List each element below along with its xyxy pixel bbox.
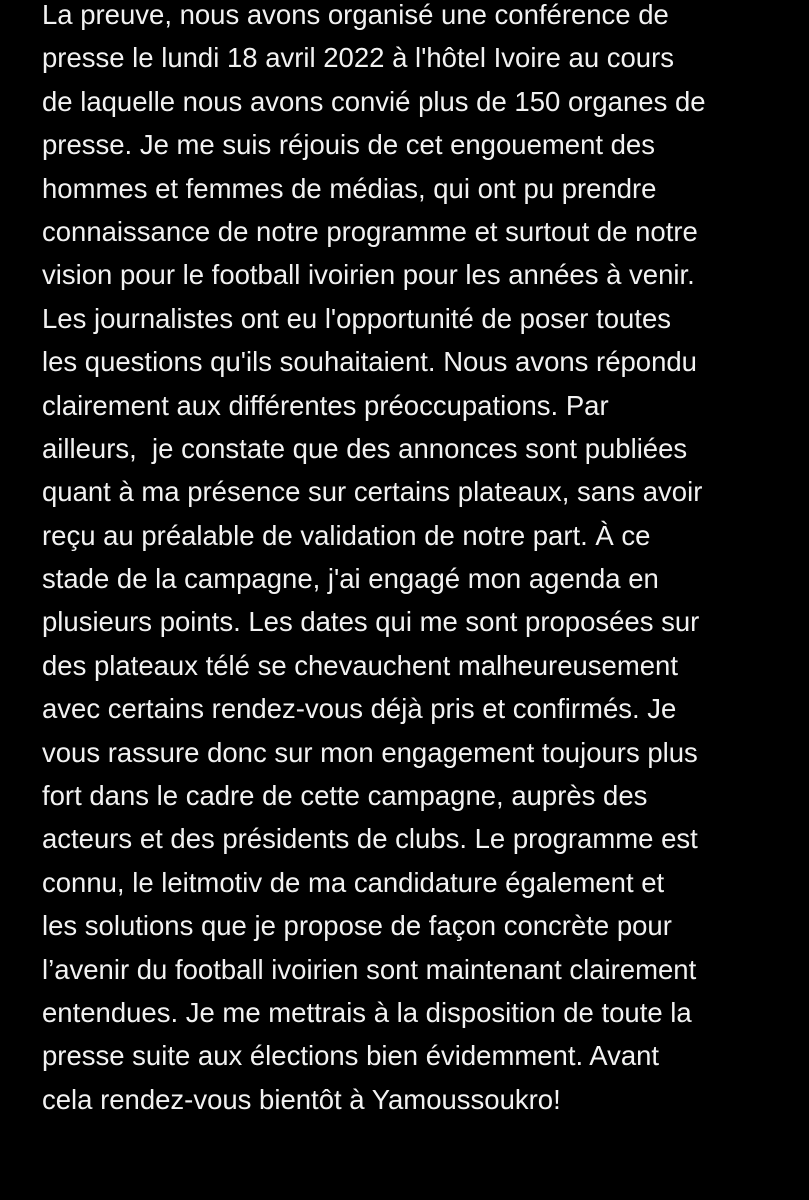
text-line: hommes et femmes de médias, qui ont pu prendre [42, 172, 657, 204]
text-line: acteurs et des présidents de clubs. Le programme est [42, 823, 698, 855]
note-body-text[interactable] [42, 0, 782, 1121]
text-line: presse le lundi 18 avril 2022 à l'hôtel Ivoire au cours [42, 42, 675, 74]
text-line: connu, le leitmotiv de ma candidature également et [42, 866, 665, 898]
text-line: de laquelle nous avons convié plus de 150 organes de [42, 85, 706, 117]
text-line: vision pour le football ivoirien pour les années à venir. [42, 259, 695, 291]
text-line: Les journalistes ont eu l'opportunité de poser toutes [42, 302, 671, 334]
text-line: fort dans le cadre de cette campagne, auprès des [42, 780, 648, 812]
text-line: plusieurs points. Les dates qui me sont proposées sur [42, 606, 700, 638]
text-line: connaissance de notre programme et surtout de notre [42, 215, 698, 247]
text-line: presse. Je me suis réjouis de cet engouement des [42, 129, 655, 161]
text-line: clairement aux différentes préoccupations. Par [42, 389, 609, 421]
text-line: reçu au préalable de validation de notre part. À ce [42, 519, 651, 551]
text-line: avec certains rendez-vous déjà pris et confirmés. Je [42, 693, 677, 725]
text-line: l’avenir du football ivoirien sont maintenant clairement [42, 953, 697, 985]
text-line: les questions qu'ils souhaitaient. Nous avons répondu [42, 346, 697, 378]
text-line: vous rassure donc sur mon engagement toujours plus [42, 736, 698, 768]
text-line: quant à ma présence sur certains plateaux, sans avoir [42, 476, 703, 508]
text-line: entendues. Je me mettrais à la disposition de toute la [42, 996, 692, 1028]
text-line: stade de la campagne, j'ai engagé mon agenda en [42, 563, 659, 595]
text-line: les solutions que je propose de façon concrète pour [42, 910, 672, 942]
text-line: presse suite aux élections bien évidemment. Avant [42, 1040, 660, 1072]
text-line: des plateaux télé se chevauchent malheureusement [42, 649, 678, 681]
text-line: ailleurs, je constate que des annonces sont publiées [42, 432, 688, 464]
text-line: La preuve, nous avons organisé une conférence de [42, 0, 669, 30]
text-line: cela rendez-vous bientôt à Yamoussoukro! [42, 1083, 561, 1115]
